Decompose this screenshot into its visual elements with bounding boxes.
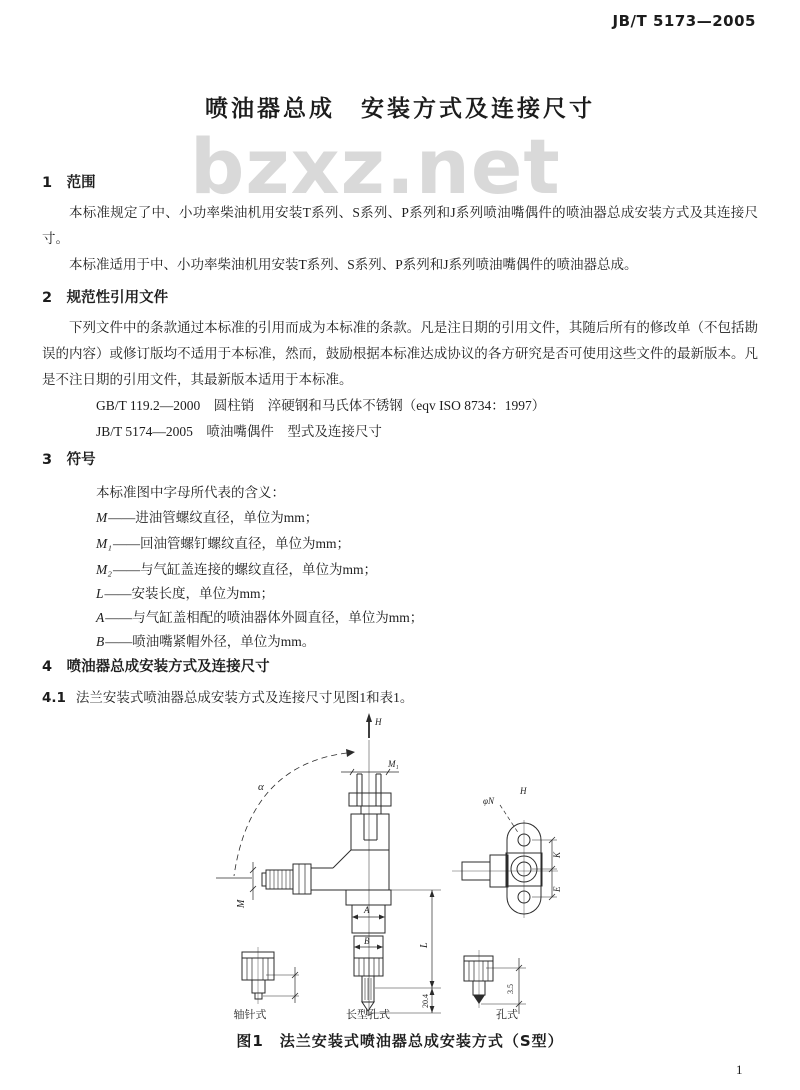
symbol-desc: ——与气缸盖相配的喷油器体外圆直径，单位为mm； xyxy=(105,610,424,625)
symbol-desc: ——安装长度，单位为mm； xyxy=(104,586,275,601)
clause-4-1 xyxy=(42,686,758,706)
section-3-intro: 本标准图中字母所代表的含义： xyxy=(96,485,285,500)
injector-front-view xyxy=(262,713,399,1016)
label-hole-dim: 3.5 xyxy=(506,984,515,994)
symbol-row-m2 xyxy=(96,558,756,578)
symbol-desc: ——与气缸盖连接的螺纹直径，单位为mm； xyxy=(112,562,377,577)
hole-nozzle-detail xyxy=(464,950,526,1014)
alpha-angle-arc xyxy=(216,749,355,900)
label-phi-n: φN xyxy=(483,796,494,806)
section-2-paragraph-1: 下列文件中的条款通过本标准的引用而成为本标准的条款。凡是注日期的引用文件，其随后所有的修改单（不包括勘误的内容）或修订版均不适用于本标准，然而，鼓励根据本标准达成协议的各方研究是否可使用这些文件的最新版本。凡是不注日期的引用文件，其最新版本适用于本标准。 xyxy=(42,320,758,387)
symbol-desc: ——回油管螺钉螺纹直径，单位为mm； xyxy=(112,536,350,551)
label-alpha: α xyxy=(258,781,264,793)
clause-text: 法兰安装式喷油器总成安装方式及连接尺寸见图1和表1。 xyxy=(75,690,414,705)
label-h-side: H xyxy=(520,786,527,796)
symbol-row-m1 xyxy=(96,532,756,552)
pintle-nozzle-detail xyxy=(242,947,299,1004)
symbol-row-l xyxy=(96,582,756,602)
symbol-desc: ——喷油嘴紧帽外径，单位为mm。 xyxy=(105,634,316,649)
section-1-paragraph-2: 本标准适用于中、小功率柴油机用安装T系列、S系列、P系列和J系列喷油嘴偶件的喷油器总成。 xyxy=(69,257,638,272)
watermark-text: bzxz.net xyxy=(190,122,561,211)
section-1-paragraph-1: 本标准规定了中、小功率柴油机用安装T系列、S系列、P系列和J系列喷油嘴偶件的喷油器总成安装方式及其连接尺寸。 xyxy=(42,205,758,246)
page-title: 喷油器总成 安装方式及连接尺寸 xyxy=(205,96,595,122)
symbol-letter: B xyxy=(96,634,105,649)
label-m1: M₁ xyxy=(388,759,399,769)
label-k: K xyxy=(552,851,562,858)
symbol-letter: M₁ xyxy=(96,536,112,551)
label-m: M xyxy=(236,899,247,908)
section-1-heading: 1 范围 xyxy=(42,175,96,191)
symbol-letter: M xyxy=(96,510,108,525)
symbol-letter: A xyxy=(96,610,105,625)
label-a: A xyxy=(364,905,370,915)
symbol-letter: M₂ xyxy=(96,562,112,577)
label-type-hole: 孔式 xyxy=(496,1009,518,1021)
standard-code: JB/T 5173—2005 xyxy=(612,12,756,30)
label-protrusion: 20.4 xyxy=(421,994,430,1008)
symbol-letter: L xyxy=(96,586,104,601)
symbol-row-m xyxy=(96,506,756,526)
symbol-row-b xyxy=(96,630,756,650)
reference-gbt-119-2: GB/T 119.2—2000 圆柱销 淬硬钢和马氏体不锈钢（eqv ISO 8734：1997） xyxy=(96,398,546,413)
figure-1-drawing xyxy=(185,705,645,1035)
section-3-heading: 3 符号 xyxy=(42,452,96,468)
label-b: B xyxy=(364,936,370,946)
page-number: 1 xyxy=(736,1062,743,1077)
label-e: E xyxy=(552,886,562,892)
length-dimension xyxy=(369,890,441,1013)
clause-number: 4.1 xyxy=(42,690,66,706)
label-type-long-hole: 长型孔式 xyxy=(346,1009,390,1021)
section-4-heading: 4 喷油器总成安装方式及连接尺寸 xyxy=(42,659,270,675)
figure-1-caption: 图1 法兰安装式喷油器总成安装方式（S型） xyxy=(236,1032,564,1050)
injector-side-view xyxy=(452,805,558,918)
label-h-top: H xyxy=(375,717,382,727)
symbol-row-a xyxy=(96,606,756,626)
label-type-pintle: 轴针式 xyxy=(233,1009,267,1021)
label-l: L xyxy=(419,942,430,948)
reference-jbt-5174: JB/T 5174—2005 喷油嘴偶件 型式及连接尺寸 xyxy=(96,424,382,439)
symbol-desc: ——进油管螺纹直径，单位为mm； xyxy=(108,510,319,525)
section-2-heading: 2 规范性引用文件 xyxy=(42,290,169,306)
